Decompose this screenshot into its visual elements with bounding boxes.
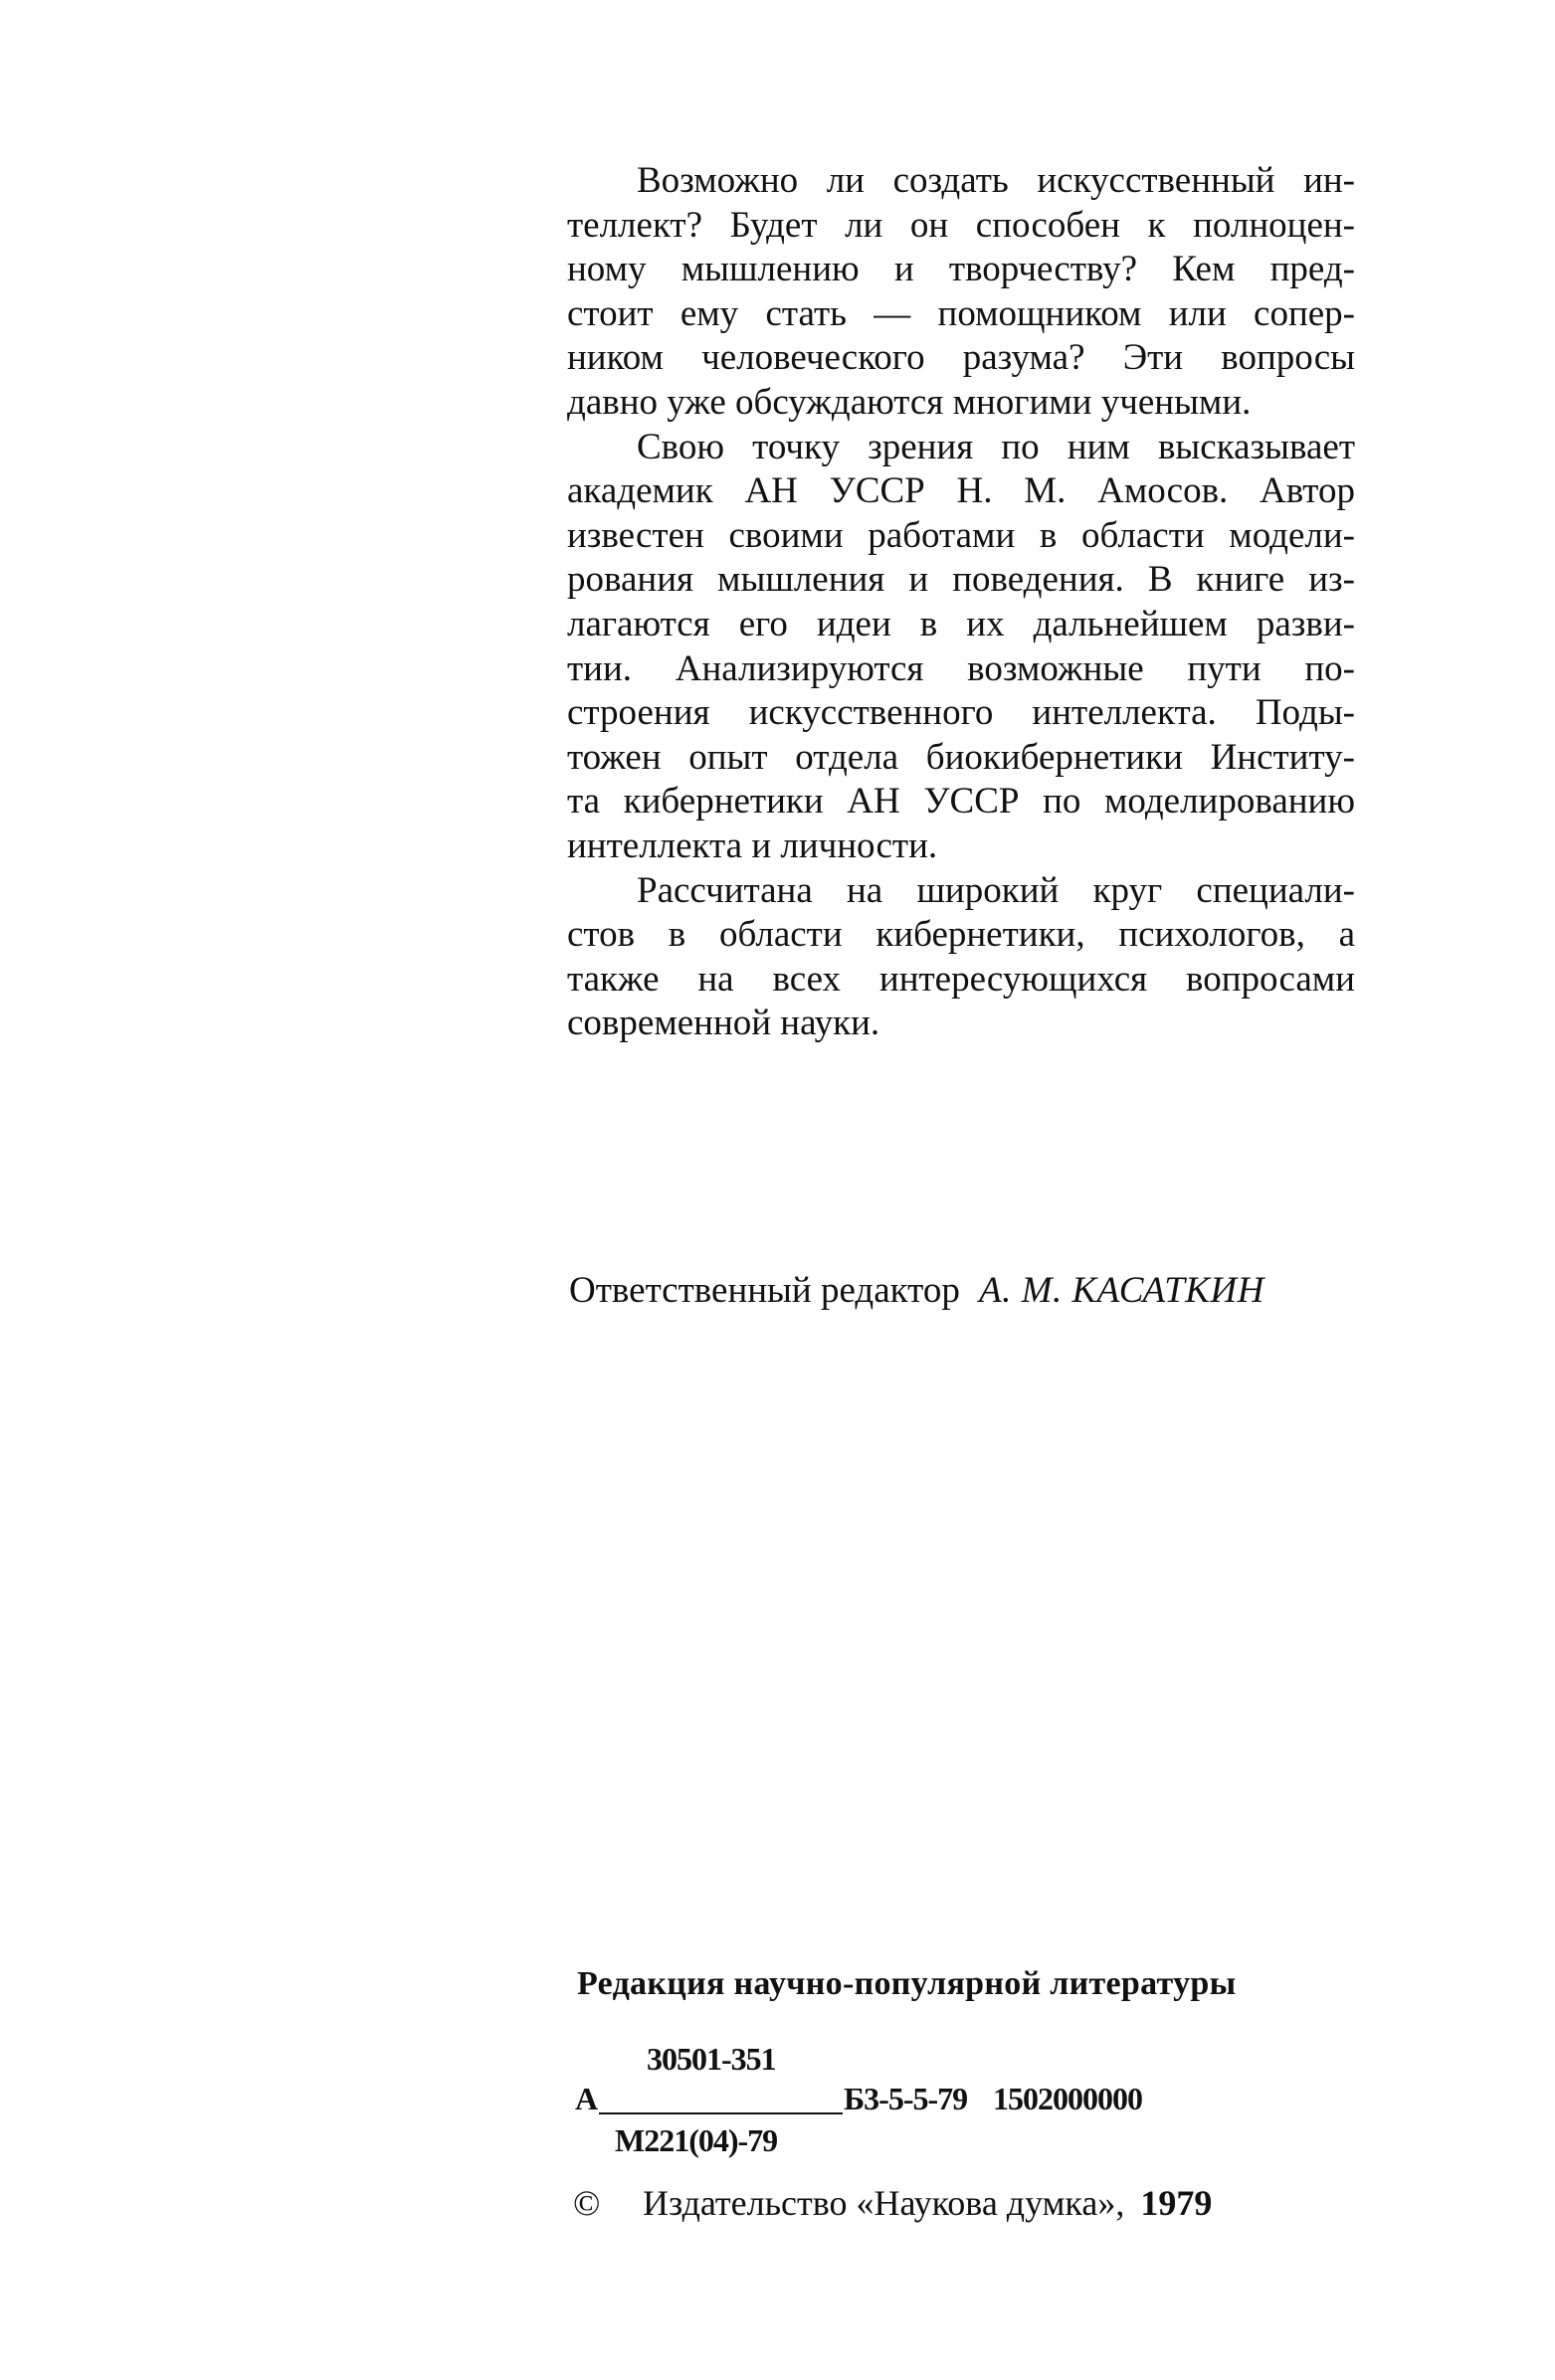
index-letter: А	[575, 2081, 598, 2116]
index-numerator: 30501-351	[647, 2041, 776, 2077]
text-line: интеллекта и личности.	[567, 824, 938, 866]
text-line: тии. Анализируются возможные пути по-	[567, 647, 1355, 689]
text-line: ником человеческого разума? Эти вопросы	[567, 337, 1355, 379]
text-line: та кибернетики АН УССР по моделированию	[567, 781, 1355, 823]
annotation-paragraph-1	[567, 159, 1355, 426]
text-line: современной науки.	[567, 1003, 880, 1044]
text-line: теллект? Будет ли он способен к полноцен-	[567, 204, 1355, 246]
publication-year: 1979	[1140, 2183, 1213, 2223]
publishing-department: Редакция научно-популярной литературы	[577, 1965, 1237, 2002]
editor-label: Ответственный редактор	[569, 1270, 960, 1311]
fraction-line	[599, 2112, 843, 2114]
text-line: стоит ему стать — помощником или сопер-	[567, 292, 1355, 334]
catalog-index	[575, 2041, 1291, 2160]
text-line: академик АН УССР Н. М. Амосов. Автор	[567, 470, 1355, 512]
index-code: Б3-5-5-79	[844, 2081, 968, 2116]
text-line: строения искусственного интеллекта. Поды-	[567, 692, 1355, 734]
text-line: Возможно ли создать искусственный ин-	[637, 160, 1355, 201]
text-line: ному мышлению и творчеству? Кем пред-	[567, 249, 1355, 290]
text-line: Свою точку зрения по ним высказывает	[637, 426, 1355, 467]
text-line: тожен опыт отдела биокибернетики Институ-	[567, 736, 1355, 778]
text-line: также на всех интересующихся вопросами	[567, 958, 1355, 1000]
editor-name: А. М. КАСАТКИН	[979, 1270, 1264, 1311]
copyright-sign: ©	[573, 2183, 601, 2223]
index-code: 1502000000	[993, 2081, 1142, 2116]
text-line: рования мышления и поведения. В книге из-	[567, 559, 1355, 601]
text-line: Рассчитана на широкий круг специали-	[637, 869, 1355, 911]
text-line: давно уже обсуждаются многими учеными.	[567, 381, 1252, 423]
annotation-paragraph-2	[567, 426, 1355, 869]
annotation-paragraph-3	[567, 869, 1355, 1046]
index-denominator: М221(04)-79	[615, 2122, 778, 2158]
text-line: известен своими работами в области модели-	[567, 514, 1355, 556]
text-line: стов в области кибернетики, психологов, а	[567, 914, 1355, 956]
annotation-text	[567, 159, 1355, 1046]
copyright-line	[573, 2182, 1212, 2224]
publisher-name: Издательство «Наукова думка»,	[643, 2183, 1125, 2223]
responsible-editor	[569, 1269, 1264, 1312]
text-line: лагаются его идеи в их дальнейшем разви-	[567, 603, 1355, 644]
